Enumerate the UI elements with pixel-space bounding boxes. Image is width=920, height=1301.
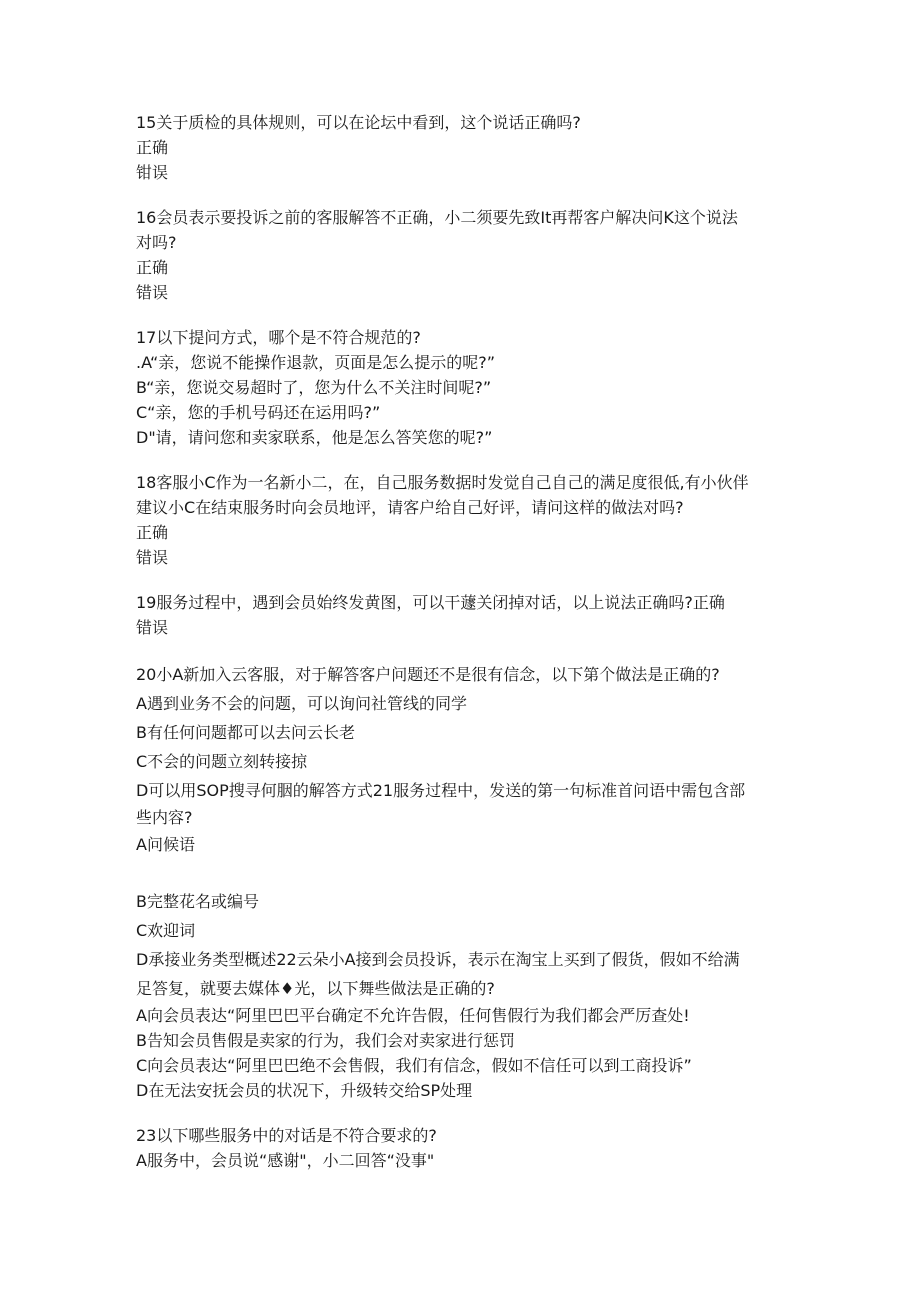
- document-page: [136, 110, 796, 1173]
- spacer: [136, 185, 796, 205]
- spacer: [136, 859, 796, 887]
- question-17: 17以下提问方式，哪个是不符合规范的?: [136, 328, 421, 347]
- question-20: 20小A新加入云客服，对于解答客户问题还不是很有信念，以下第个做法是正确的?: [136, 665, 720, 684]
- option-18-correct: 正确: [136, 523, 169, 542]
- option-20-d-question-21: D可以用SOP搜寻何胭的解答方式21服务过程中，发送的第一句标准首问语中需包含部: [136, 781, 746, 800]
- spacer: [136, 570, 796, 590]
- option-22-a: A向会员表达“阿里巴巴平台确定不允许告假，任何售假行为我们都会严厉查处!: [136, 1006, 690, 1025]
- option-15-correct: 正确: [136, 138, 169, 157]
- option-17-c: C“亲，您的手机号码还在运用吗?”: [136, 403, 381, 422]
- option-18-wrong: 错误: [136, 548, 169, 567]
- option-21-a: A问候语: [136, 835, 195, 854]
- option-20-c: C不会的问题立刻转接掠: [136, 752, 308, 771]
- option-22-d: D在无法安抚会员的状况下，升级转交给SP处理: [136, 1081, 473, 1100]
- option-21-d-question-22: D承接业务类型概述22云朵小A接到会员投诉，表示在淘宝上买到了假货，假如不给满: [136, 950, 740, 969]
- question-23: 23以下哪些服务中的对话是不符合要求的?: [136, 1126, 437, 1145]
- option-15-wrong: 钳误: [136, 163, 169, 182]
- option-22-c: C向会员表达“阿里巴巴绝不会售假，我们有信念，假如不信任可以到工商投诉”: [136, 1056, 692, 1075]
- question-16-cont: 对吗?: [136, 233, 177, 252]
- option-22-b: B告知会员售假是卖家的行为，我们会对卖家进行惩罚: [136, 1031, 515, 1050]
- question-22-cont: 足答复，就要去媒体♦光，以下舞些做法是正确的?: [136, 979, 495, 998]
- spacer: [136, 640, 796, 660]
- option-23-a: A服务中，会员说“感谢"，小二回答“没事": [136, 1151, 435, 1170]
- question-21-cont: 些内容?: [136, 808, 193, 827]
- spacer: [136, 1103, 796, 1123]
- option-16-wrong: 错误: [136, 283, 169, 302]
- option-17-b: B“亲，您说交易超时了，您为什么不关注时间呢?”: [136, 378, 492, 397]
- option-21-c: C欢迎词: [136, 921, 196, 940]
- option-21-b: B完整花名或编号: [136, 892, 259, 911]
- option-17-a: .A“亲，您说不能操作退款，页面是怎么提示的呢?”: [136, 353, 496, 372]
- question-15: 15关于质检的具体规则，可以在论坛中看到，这个说话正确吗?: [136, 113, 581, 132]
- option-20-a: A遇到业务不会的问题，可以询问社管线的同学: [136, 694, 467, 713]
- question-18-cont: 建议小C在结束服务时向会员地评，请客户给自己好评，请问这样的做法对吗?: [136, 498, 684, 517]
- option-20-b: B有任何问题都可以去问云长老: [136, 723, 355, 742]
- question-19: 19服务过程中，遇到会员始终发黄图，可以干蘧关闭掉对话，以上说法正确吗?正确: [136, 593, 725, 612]
- option-17-d: D"请，请问您和卖家联系，他是怎么答笑您的呢?”: [136, 428, 493, 447]
- option-16-correct: 正确: [136, 258, 169, 277]
- spacer: [136, 450, 796, 470]
- question-16: 16会员表示要投诉之前的客服解答不正确，小二须要先致It再帮客户解决问K这个说法: [136, 208, 738, 227]
- spacer: [136, 305, 796, 325]
- option-19-wrong: 错误: [136, 618, 169, 637]
- question-18: 18客服小C作为一名新小二，在，自己服务数据时发觉自己自己的满足度很低,有小伙伴: [136, 473, 749, 492]
